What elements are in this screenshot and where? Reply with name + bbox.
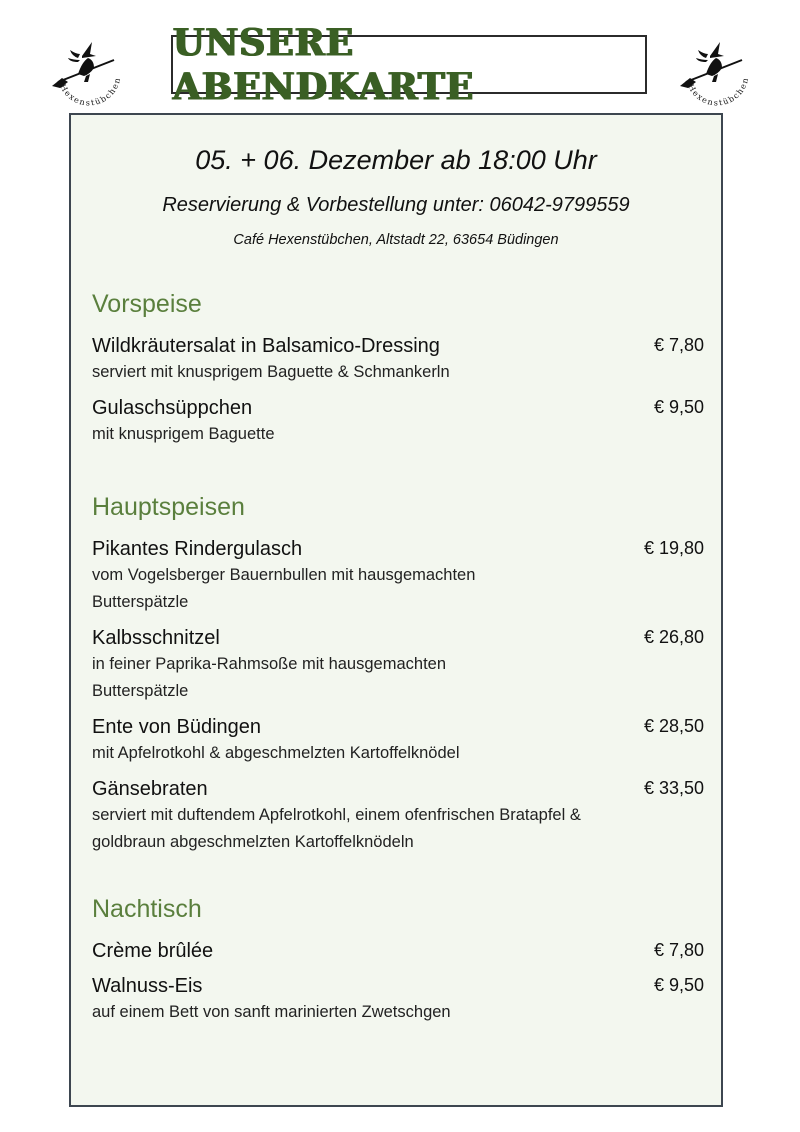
dish-name: Ente von Büdingen xyxy=(92,716,262,738)
dish-description: serviert mit duftendem Apfelrotkohl, einem ofenfrischen Bratapfel & goldbraun abgeschmelzten Kartoffelknödeln xyxy=(92,806,581,851)
dish-item xyxy=(92,973,704,1026)
dish-item xyxy=(92,333,704,386)
cafe-address: Café Hexenstübchen, Altstadt 22, 63654 Büdingen xyxy=(233,232,559,248)
dish-price: € 33,50 xyxy=(643,778,704,798)
menu-card xyxy=(69,113,723,1107)
hexenstuebchen-logo-right xyxy=(676,36,756,116)
section-title: Vorspeise xyxy=(92,290,202,318)
section-hauptspeisen xyxy=(92,492,704,865)
dish-price: € 19,80 xyxy=(643,538,704,558)
svg-text:Hexenstübchen: Hexenstübchen xyxy=(58,75,123,108)
reservation-info: Reservierung & Vorbestellung unter: 06042-9799559 xyxy=(162,194,630,216)
section-title: Hauptspeisen xyxy=(92,493,245,521)
dish-item xyxy=(92,536,704,616)
dish-description: mit knusprigem Baguette xyxy=(92,425,275,443)
dish-item xyxy=(92,938,704,964)
event-date: 05. + 06. Dezember ab 18:00 Uhr xyxy=(195,145,597,175)
dish-item xyxy=(92,714,704,767)
dish-description: mit Apfelrotkohl & abgeschmelzten Kartoffelknödel xyxy=(92,744,460,762)
menu-title-banner xyxy=(171,20,647,109)
dish-name: Gänsebraten xyxy=(92,778,208,800)
dish-item xyxy=(92,776,704,856)
dish-description: auf einem Bett von sanft marinierten Zwetschgen xyxy=(92,1003,451,1021)
svg-text:Hexenstübchen: Hexenstübchen xyxy=(686,75,751,108)
dish-price: € 7,80 xyxy=(653,940,704,960)
dish-name: Gulaschsüppchen xyxy=(92,397,253,419)
dish-price: € 26,80 xyxy=(643,627,704,647)
section-title: Nachtisch xyxy=(92,895,202,923)
witch-on-broom-icon xyxy=(48,36,128,116)
witch-on-broom-icon xyxy=(676,36,756,116)
dish-price: € 28,50 xyxy=(643,716,704,736)
dish-name: Kalbsschnitzel xyxy=(92,627,220,649)
dish-description: in feiner Paprika-Rahmsoße mit hausgemachten Butterspätzle xyxy=(92,655,447,700)
dish-description: vom Vogelsberger Bauernbullen mit hausgemachten Butterspätzle xyxy=(92,566,476,611)
section-vorspeise xyxy=(92,289,704,457)
section-nachtisch xyxy=(92,894,704,1035)
dish-name: Crème brûlée xyxy=(92,940,214,962)
hexenstuebchen-logo-left xyxy=(48,36,128,116)
dish-name: Walnuss-Eis xyxy=(92,975,203,997)
dish-item xyxy=(92,625,704,705)
page-title: UNSERE ABENDKARTE xyxy=(173,20,475,109)
dish-price: € 9,50 xyxy=(653,975,704,995)
dish-item xyxy=(92,395,704,448)
dish-description: serviert mit knusprigem Baguette & Schmankerln xyxy=(92,363,450,381)
dish-name: Pikantes Rindergulasch xyxy=(92,538,303,560)
dish-price: € 9,50 xyxy=(653,397,704,417)
dish-name: Wildkräutersalat in Balsamico-Dressing xyxy=(92,335,440,357)
dish-price: € 7,80 xyxy=(653,335,704,355)
